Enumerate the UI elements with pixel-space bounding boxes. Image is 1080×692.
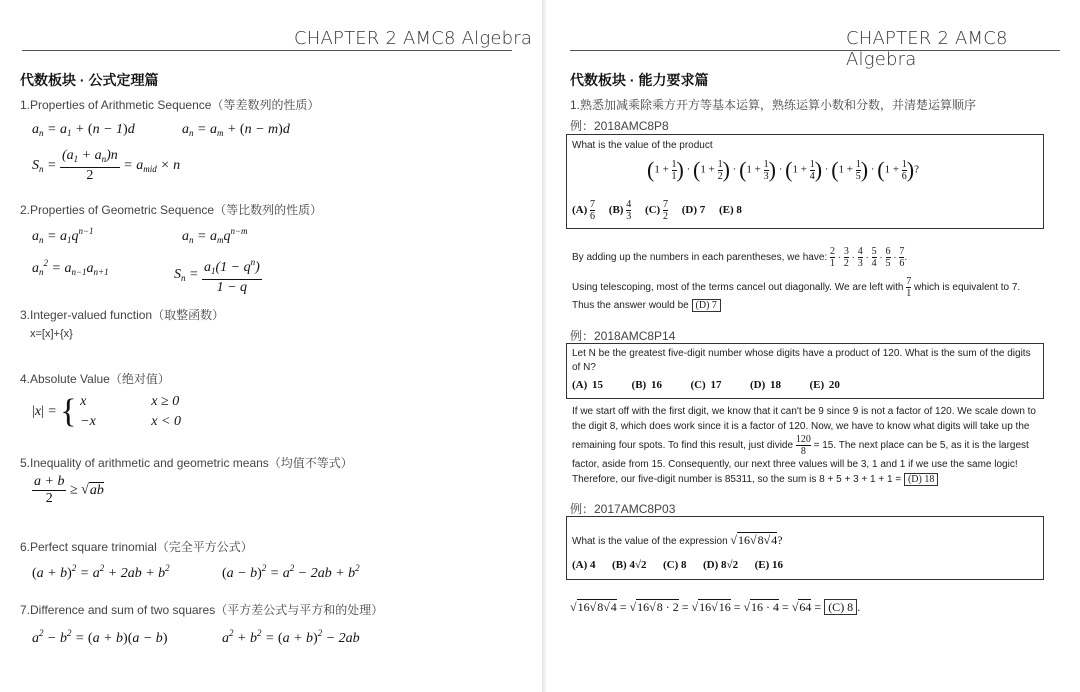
answer-choices: (A) $\frac{7}{6}$ (B) $\frac{4}{3}$ (C) $\frac{7}{2}$ (D) 7 (E) 8 (572, 199, 742, 222)
formula-arith-sum: $S_n$ = $\frac{(a_1 + a_n)n}{2}$ = $a_{mid} \times n$ (32, 148, 181, 183)
problem-question: What is the value of the expression √16√8√4? (572, 533, 783, 547)
formula-geo-3: $a_n^2 = a_{n-1}a_{n+1}$ (32, 258, 109, 277)
answer-box: (C) 8 (824, 599, 857, 615)
formula-integer: x=[x]+{x} (30, 328, 73, 340)
answer-box: (D) 18 (904, 473, 938, 486)
solution-line: remaining four spots. To find this result, just divide $\frac{120}{8}$ = 15. The next place can be 5, as it is the largest (572, 434, 1029, 457)
header-rule (570, 50, 1060, 51)
formula-absolute: |x| = { x −x x ≥ 0 x < 0 (32, 393, 181, 430)
formula-sum-squares: $a^2 + b^2 = (a + b)^2 - 2ab$ (222, 628, 360, 646)
item-geometric-sequence: 2.Properties of Geometric Sequence（等比数列的性质） (20, 203, 323, 217)
header-rule (22, 50, 512, 51)
solution-line: factor, aside from 15. Consequently, our next three values will be 3, 1 and 1 if we use the same logic! (572, 459, 1018, 470)
problem-box-p8 (566, 134, 1044, 229)
item-difference-squares: 7.Difference and sum of two squares（平方差公式与平方和的处理） (20, 603, 384, 617)
answer-choices: (A) 15 (B) 16 (C) 17 (D) 18 (E) 20 (572, 379, 840, 391)
example-label: 例：2017AMC8P03 (570, 502, 676, 516)
problem-box-p14 (566, 343, 1044, 399)
solution-line: If we start off with the first digit, we know that it can't be 9 since 9 is not a factor of 120. We scale down to (572, 406, 1036, 417)
item-perfect-square: 6.Perfect square trinomial（完全平方公式） (20, 540, 253, 554)
formula-arith-1: $a_n = a_1 + (n - 1)d$ (32, 122, 135, 138)
solution-line: the digit 8, which does work since it is a factor of 120. Now, we have to know what digits will take up the (572, 421, 1030, 432)
solution-line: Using telescoping, most of the terms cancel out diagonally. We are left with $\frac{7}{1}$ which is equivalent to 7. (572, 276, 1021, 299)
solution-line: By adding up the numbers in each parentheses, we have: $\frac{2}{1}$ · $\frac{3}{2}$ · $\frac{4}{3}$ · $\frac{5}{4}$ · $\frac{6}{5}$ · $\frac{7}{6}$ . (572, 246, 908, 269)
solution-line: Thus the answer would be (D) 7 (572, 300, 721, 311)
problem-question: of N? (572, 362, 596, 373)
item-arithmetic-sequence: 1.Properties of Arithmetic Sequence（等差数列的性质） (20, 98, 320, 112)
item-integer-function: 3.Integer-valued function（取整函数） (20, 308, 225, 322)
formula-square-plus: $(a + b)^2 = a^2 + 2ab + b^2$ (32, 563, 170, 581)
formula-geo-1: $a_n = a_1q^{n-1}$ (32, 226, 94, 245)
formula-square-minus: $(a - b)^2 = a^2 - 2ab + b^2$ (222, 563, 360, 581)
solution-line: Therefore, our five-digit number is 85311, so the sum is 8 + 5 + 3 + 1 + 1 = (D) 18 (572, 474, 938, 485)
solution-equation: √16√8√4 = √16√8 · 2 = √16√16 = √16 · 4 = √64 = (C) 8 . (570, 600, 861, 614)
problem-question: What is the value of the product (572, 140, 713, 151)
answer-box: (D) 7 (692, 299, 721, 312)
answer-choices: (A) 4 (B) 4√2 (C) 8 (D) 8√2 (E) 16 (572, 559, 783, 571)
chapter-header: CHAPTER 2 AMC8 Algebra (846, 28, 1008, 70)
formula-am-gm: $\frac{a + b}{2}$ ≥ √ab (34, 474, 104, 506)
formula-geo-sum: $S_n$ = $\frac{a_1(1 - q^n)}{1 - q}$ (174, 254, 262, 296)
formula-arith-2: $a_n = a_m + (n - m)d$ (182, 122, 290, 138)
right-page (546, 0, 1080, 692)
example-label: 例：2018AMC8P14 (570, 329, 676, 343)
formula-diff-squares: $a^2 - b^2 = (a + b)(a - b)$ (32, 628, 168, 646)
chapter-header: CHAPTER 2 AMC8 Algebra (294, 28, 533, 49)
problem-box-p03 (566, 516, 1044, 580)
formula-geo-2: $a_n = a_mq^{n-m}$ (182, 226, 248, 245)
item-am-gm: 5.Inequality of arithmetic and geometric means（均值不等式） (20, 456, 353, 470)
ability-requirement: 1.熟悉加减乘除乘方开方等基本运算，熟练运算小数和分数，并清楚运算顺序 (570, 98, 977, 112)
product-expression: (1 + $\frac{1}{1}$ ) · (1 + $\frac{1}{2}$ ) · (1 + $\frac{1}{3}$ ) · (1 + $\frac{1}{4}$ ) · (1 + $\frac{1}{5}$ ) · (1 + $\frac{1}{6}$ )? (647, 157, 919, 182)
section-title: 代数板块 · 能力要求篇 (570, 72, 709, 88)
section-title: 代数板块 · 公式定理篇 (20, 72, 159, 88)
example-label: 例：2018AMC8P8 (570, 119, 669, 133)
item-absolute-value: 4.Absolute Value（绝对值） (20, 372, 170, 386)
problem-question: Let N be the greatest five-digit number whose digits have a product of 120. What is the sum of the digits (572, 348, 1031, 359)
